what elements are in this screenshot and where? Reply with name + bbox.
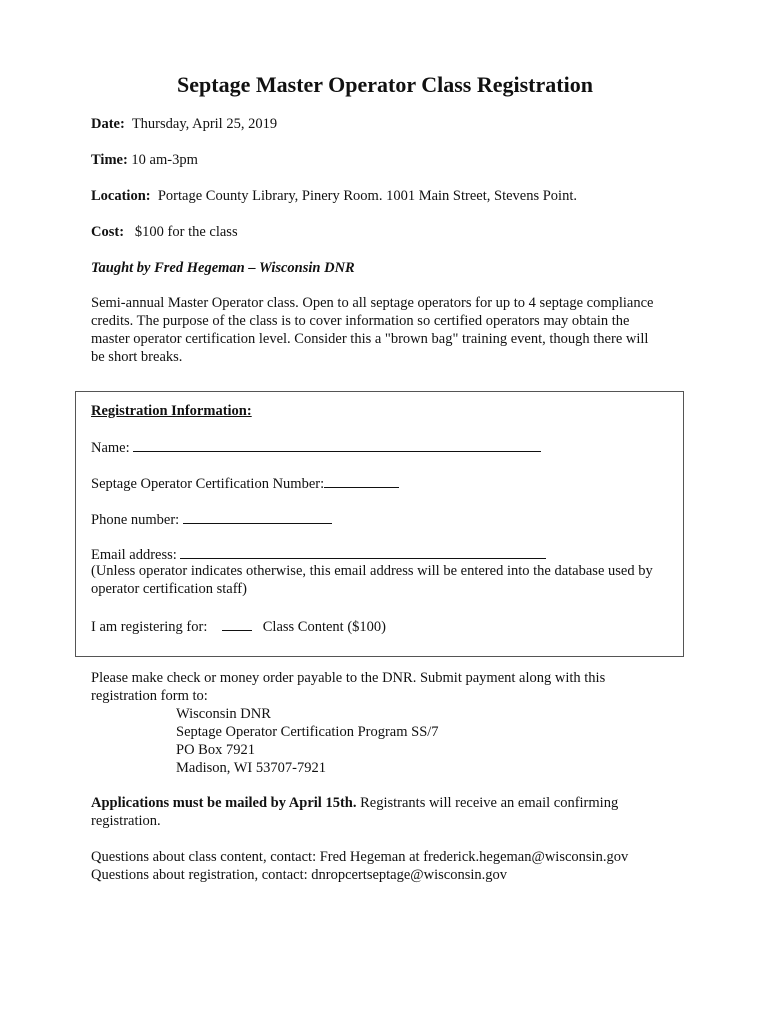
address-line: Madison, WI 53707-7921: [176, 760, 326, 776]
phone-label: Phone number:: [91, 512, 180, 528]
description-line: credits. The purpose of the class is to cover information so certified operators may obtain the: [91, 313, 630, 329]
deadline-line: [91, 794, 618, 812]
page-title: Septage Master Operator Class Registration: [177, 72, 593, 97]
address-line: PO Box 7921: [176, 742, 255, 758]
email-label: Email address:: [91, 547, 177, 563]
contact-line: Questions about registration, contact: dnropcertseptage@wisconsin.gov: [91, 867, 508, 883]
time-value: 10 am-3pm: [131, 152, 198, 168]
deadline-bold: Applications must be mailed by April 15th.: [91, 795, 357, 811]
email-note: operator certification staff): [91, 581, 247, 597]
date-label: Date:: [91, 116, 125, 132]
deadline-line-2: registration.: [91, 813, 161, 829]
email-note: (Unless operator indicates otherwise, this email address will be entered into the database used by: [91, 563, 653, 579]
name-field[interactable]: [133, 437, 541, 452]
address-line: Septage Operator Certification Program SS/7: [176, 724, 439, 740]
registration-heading: Registration Information:: [91, 403, 252, 419]
location-line: [91, 187, 577, 205]
cost-line: [91, 223, 238, 241]
location-label: Location:: [91, 188, 151, 204]
registering-row: [91, 616, 386, 636]
description-line: be short breaks.: [91, 349, 183, 365]
description-paragraph: [91, 294, 691, 366]
phone-field[interactable]: [183, 509, 332, 524]
instructor-line: Taught by Fred Hegeman – Wisconsin DNR: [91, 260, 355, 276]
payment-line: registration form to:: [91, 688, 208, 704]
class-content-checkbox[interactable]: [222, 616, 252, 631]
registering-label: I am registering for:: [91, 619, 208, 635]
time-label: Time:: [91, 152, 128, 168]
address-line: Wisconsin DNR: [176, 706, 271, 722]
date-value: Thursday, April 25, 2019: [131, 116, 278, 132]
cert-row: [91, 473, 399, 493]
date-line: [91, 115, 277, 133]
deadline-rest: Registrants will receive an email confirming: [356, 795, 619, 811]
cost-label: Cost:: [91, 224, 125, 240]
time-line: [91, 151, 198, 169]
description-line: master operator certification level. Consider this a "brown bag" training event, though there will: [91, 331, 649, 347]
email-row: [91, 544, 546, 564]
cert-label: Septage Operator Certification Number:: [91, 476, 325, 492]
class-content-option: Class Content ($100): [262, 619, 386, 635]
cost-value: $100 for the class: [134, 224, 238, 240]
name-row: [91, 437, 541, 457]
payment-line: Please make check or money order payable to the DNR. Submit payment along with this: [91, 670, 606, 686]
cert-number-field[interactable]: [324, 473, 399, 488]
location-value: Portage County Library, Pinery Room. 1001 Main Street, Stevens Point.: [157, 188, 577, 204]
name-label: Name:: [91, 440, 130, 456]
email-field[interactable]: [180, 544, 546, 559]
contact-line: Questions about class content, contact: Fred Hegeman at frederick.hegeman@wisconsin.gov: [91, 849, 629, 865]
description-line: Semi-annual Master Operator class. Open to all septage operators for up to 4 septage compliance: [91, 295, 654, 311]
phone-row: [91, 509, 332, 529]
